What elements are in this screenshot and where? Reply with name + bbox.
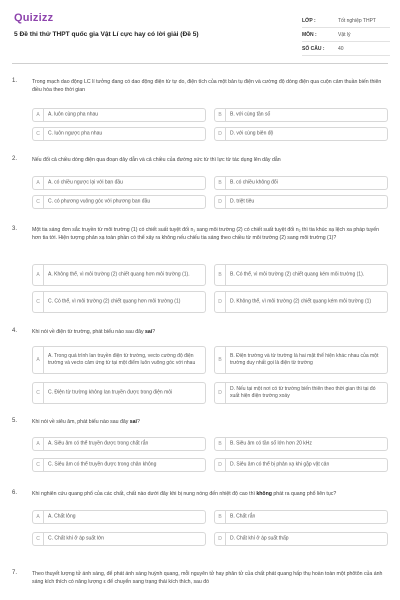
option-letter: C [33, 533, 44, 545]
option-letter: D [215, 459, 226, 471]
question-text: Theo thuyết lượng tử ánh sáng, để phát ánh sáng huỳnh quang, mỗi nguyên tử hay phân tử của chất phát quang hấp thụ hoàn toàn một phôtôn của ánh sáng kích thích có năng lượng ε để chuyển sang trạng thái kích thích, sau đó [32, 571, 383, 586]
question-text: Nếu đổi cả chiều dòng điện qua đoạn dây dẫn và cả chiều của đường sức từ thì lực từ tác dụng lên dây dẫn [32, 157, 281, 163]
option-letter: D [215, 128, 226, 140]
option-text: D. Siêu âm có thể bị phản xạ khi gặp vật cản [230, 461, 330, 468]
option-text: B. có chiều không đổi [230, 179, 278, 186]
question-text: Một tia sáng đơn sắc truyền từ môi trường (1) có chiết suất tuyệt đối n₁ sang môi trường (2) có chiết suất tuyệt đối n₂ thì tia khúc xạ lệch xa pháp tuyến hơn tia tới. Hiện tượng phản xạ toàn phần có thể xảy ra không nếu chiếu tia sáng theo chiều từ môi trường (2) sang môi trường (1)? [32, 227, 380, 242]
quizizz-logo: Quizizz [14, 12, 54, 24]
option-letter: D [215, 383, 226, 403]
option-letter: C [33, 196, 44, 208]
page-title: 5 Đề thi thử THPT quốc gia Vật Lí cực hay có lời giải (Đề 5) [14, 31, 199, 38]
meta-row-count [302, 42, 390, 56]
question-text: Khi nói về siêu âm, phát biểu nào sau đây sai? [32, 419, 140, 425]
option-letter: A [33, 347, 44, 373]
question-number: 3. [12, 226, 18, 232]
question-text: Trong mạch dao động LC lí tưởng đang có dao động điện từ tự do, điện tích của một bản tụ điện và cường độ dòng điện qua cuộn cảm thuần biến thiên điều hòa theo thời gian [32, 79, 382, 94]
option-text: C. Có thể, vì môi trường (2) chiết quang hơn môi trường (1) [48, 298, 181, 305]
option-b[interactable] [214, 264, 388, 286]
option-b[interactable] [214, 176, 388, 190]
option-d[interactable] [214, 291, 388, 313]
meta-value: Tốt nghiệp THPT [338, 18, 376, 24]
option-text: A. có chiều ngược lại với ban đầu [48, 179, 123, 186]
option-letter: C [33, 292, 44, 312]
option-text: A. Không thể, vì môi trường (2) chiết quang hơn môi trường (1). [48, 271, 190, 278]
meta-value: 40 [338, 46, 344, 52]
question-number: 6. [12, 490, 18, 496]
option-d[interactable] [214, 195, 388, 209]
option-letter: A [33, 511, 44, 523]
option-a[interactable] [32, 176, 206, 190]
header-divider [12, 63, 388, 64]
meta-row-class [302, 14, 390, 28]
option-c[interactable] [32, 291, 206, 313]
option-letter: D [215, 533, 226, 545]
option-text: A. Trong quá trình lan truyền điện từ trường, vecto cường độ điện trường và vecto cảm ứng từ tại một điểm luôn vuông góc với nhau [48, 352, 196, 366]
option-b[interactable] [214, 108, 388, 122]
option-c[interactable] [32, 382, 206, 404]
option-text: A. luôn cùng pha nhau [48, 111, 99, 118]
option-c[interactable] [32, 127, 206, 141]
option-letter: B [215, 177, 226, 189]
option-letter: B [215, 265, 226, 285]
question-number: 1. [12, 78, 18, 84]
option-letter: C [33, 459, 44, 471]
option-a[interactable] [32, 510, 206, 524]
meta-label: LỚP : [302, 18, 316, 24]
option-text: B. Điện trường và từ trường là hai mặt thể hiện khác nhau của một trường duy nhất gọi là điện từ trường [230, 352, 379, 366]
option-text: D. triệt tiêu [230, 198, 255, 205]
option-text: C. Điện từ trường không lan truyền được trong điện môi [48, 389, 173, 396]
option-letter: C [33, 128, 44, 140]
question-number: 7. [12, 570, 18, 576]
option-letter: B [215, 511, 226, 523]
option-d[interactable] [214, 382, 388, 404]
option-letter: B [215, 438, 226, 450]
page-header [0, 0, 400, 62]
quiz-meta [302, 14, 390, 56]
option-c[interactable] [32, 458, 206, 472]
option-text: B. Siêu âm có tần số lớn hơn 20 kHz [230, 440, 312, 447]
option-letter: A [33, 265, 44, 285]
option-letter: A [33, 109, 44, 121]
option-text: A. Siêu âm có thể truyền được trong chất rắn [48, 440, 149, 447]
meta-row-subject [302, 28, 390, 42]
option-c[interactable] [32, 532, 206, 546]
option-a[interactable] [32, 346, 206, 374]
option-text: B. với cùng tần số [230, 111, 271, 118]
option-text: B. Chất rắn [230, 513, 256, 520]
option-text: C. Chất khí ở áp suất lớn [48, 535, 105, 542]
option-text: C. luôn ngược pha nhau [48, 130, 103, 137]
option-c[interactable] [32, 195, 206, 209]
option-text: A. Chất lỏng [48, 513, 76, 520]
option-b[interactable] [214, 437, 388, 451]
option-a[interactable] [32, 264, 206, 286]
meta-value: Vật lý [338, 32, 351, 38]
option-b[interactable] [214, 346, 388, 374]
option-letter: D [215, 292, 226, 312]
option-letter: B [215, 347, 226, 373]
question-number: 5. [12, 418, 18, 424]
option-d[interactable] [214, 532, 388, 546]
question-text: Khi nói về điện từ trường, phát biểu nào sau đây sai? [32, 329, 156, 335]
option-text: B. Có thể, vì môi trường (2) chiết quang kém môi trường (1). [230, 271, 365, 278]
option-b[interactable] [214, 510, 388, 524]
option-text: D. với cùng biên độ [230, 130, 274, 137]
option-text: D. Chất khí ở áp suất thấp [230, 535, 289, 542]
question-number: 2. [12, 156, 18, 162]
option-letter: D [215, 196, 226, 208]
option-d[interactable] [214, 127, 388, 141]
meta-label: MÔN : [302, 32, 317, 38]
question-number: 4. [12, 328, 18, 334]
option-text: C. Siêu âm có thể truyền được trong chân không [48, 461, 157, 468]
option-a[interactable] [32, 437, 206, 451]
option-text: C. có phương vuông góc với phương ban đầu [48, 198, 151, 205]
option-letter: A [33, 438, 44, 450]
option-text: D. Không thể, vì môi trường (2) chiết quang kém môi trường (1) [230, 298, 372, 305]
option-letter: A [33, 177, 44, 189]
option-letter: C [33, 383, 44, 403]
option-text: D. Nếu tại một nơi có từ trường biến thiên theo thời gian thì tại đó xuất hiện điện trường xoáy [230, 385, 376, 399]
question-text: Khi nghiên cứu quang phổ của các chất, chất nào dưới đây khi bị nung nóng đến nhiệt độ cao thì không phát ra quang phổ liên tục? [32, 491, 337, 497]
option-letter: B [215, 109, 226, 121]
option-a[interactable] [32, 108, 206, 122]
option-d[interactable] [214, 458, 388, 472]
meta-label: SỐ CÂU : [302, 46, 325, 52]
